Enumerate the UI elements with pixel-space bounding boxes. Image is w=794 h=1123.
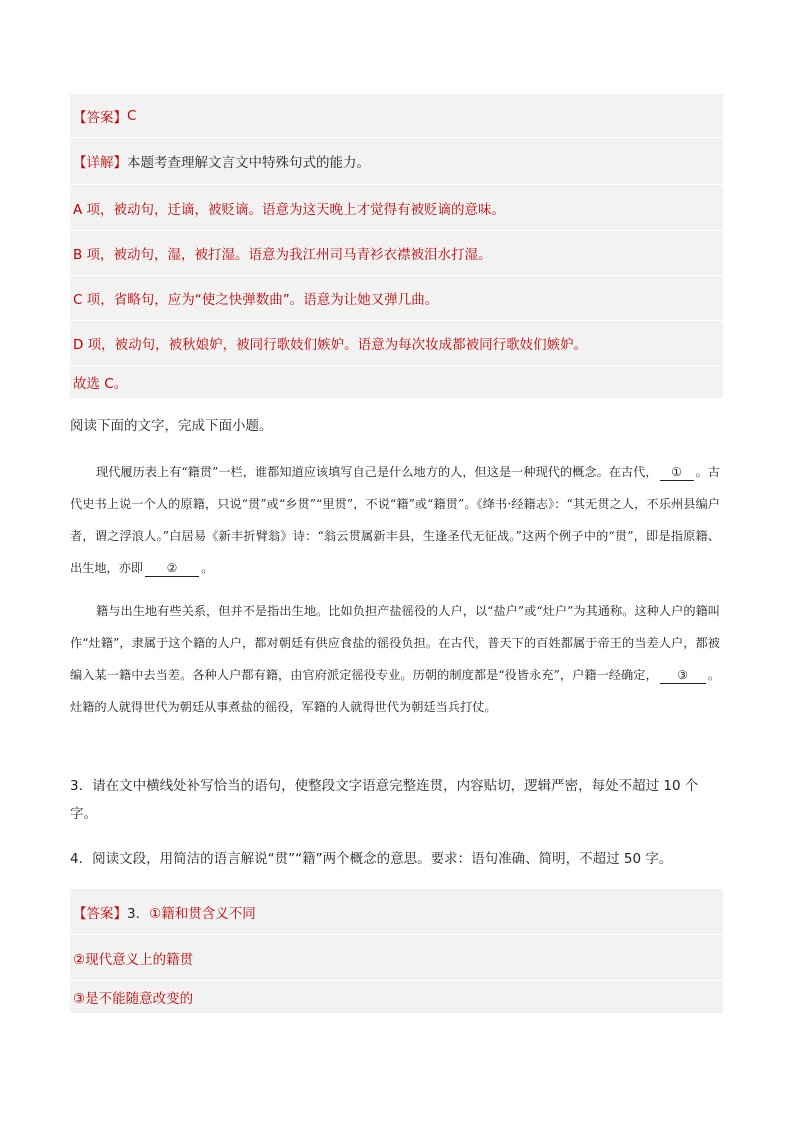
option-c-row: [70, 276, 723, 320]
question-4: 4．阅读文段，用简洁的语言解说“贯”“籍”两个概念的意思。要求：语句准确、简明，不超过 50 字。: [70, 851, 673, 867]
option-b-text: B 项，被动句，湿，被打湿。语意为我江州司马青衫衣襟被泪水打湿。: [73, 247, 492, 263]
instruction: 阅读下面的文字，完成下面小题。: [70, 418, 273, 434]
answer-2-row-1: [70, 889, 723, 934]
blank-3: ③: [660, 667, 706, 684]
detail-tag: 【详解】: [73, 155, 127, 171]
answer-2-item-3: ③是不能随意改变的: [73, 991, 194, 1007]
answer-value: C: [127, 107, 137, 124]
blank-1: ①: [660, 464, 694, 481]
answer-2-qnum: 3．: [127, 905, 150, 922]
passage-p1-c: 。: [201, 561, 214, 575]
passage-paragraph-1: [70, 456, 720, 584]
option-a-text: A 项，被动句，迁谪，被贬谪。语意为这天晚上才觉得有被贬谪的意味。: [73, 201, 506, 218]
option-c-text: C 项，省略句，应为“使之快弹数曲”。语意为让她又弹几曲。: [73, 292, 439, 308]
option-a-row: [70, 185, 723, 230]
question-3: 3．请在文中横线处补写恰当的语句，使整段文字语意完整连贯，内容贴切，逻辑严密，每处不超过 10 个字。: [70, 778, 699, 822]
detail-text: 本题考查理解文言文中特殊句式的能力。: [127, 155, 370, 171]
answer-2-row-2: [70, 935, 723, 980]
detail-row: [70, 138, 723, 184]
answer-row: [70, 94, 723, 137]
answer-tag: 【答案】: [73, 109, 127, 126]
answer-2-tag: 【答案】: [73, 905, 127, 922]
conclusion-row: [70, 366, 723, 398]
option-d-row: [70, 321, 723, 365]
answer-2-row-3: [70, 981, 723, 1013]
option-d-text: D 项，被动句，被秋娘妒，被同行歌妓们嫉妒。语意为每次妆成都被同行歌妓们嫉妒。: [73, 337, 588, 353]
passage-p1-b: 。古代史书上说一个人的原籍，只说“贯”或“乡贯”“里贯”，不说“籍”或“籍贯”。《绛书·经籍志》：“其无贯之人，不乐州县编户者，谓之浮浪人。”白居易《新丰折臂翁》诗：“翁云贯属新丰县，生逢圣代无征战。”这两个例子中的“贯”，即是指原籍、出生地，亦即: [70, 465, 720, 575]
conclusion-text: 故选 C。: [73, 376, 128, 392]
answer-2-item-2: ②现代意义上的籍贯: [73, 951, 194, 968]
passage-paragraph-2: [70, 595, 720, 723]
passage-p2-b: 。灶籍的人就得世代为朝廷从事煮盐的徭役，军籍的人就得世代为朝廷当兵打仗。: [70, 668, 721, 714]
blank-2: ②: [145, 560, 199, 577]
passage-p1-a: 现代履历表上有“籍贯”一栏，谁都知道应该填写自己是什么地方的人，但这是一种现代的概念。在古代，: [96, 465, 658, 479]
passage-p2-a: 籍与出生地有些关系，但并不是指出生地。比如负担产盐徭役的人户，以“盐户”或“灶户”为其通称。这种人户的籍叫作“灶籍”，隶属于这个籍的人户，都对朝廷有供应食盐的徭役负担。在古代，普天下的百姓都属于帝王的当差人户，都被编入某一籍中去当差。各种人户都有籍，由官府派定徭役专业。历朝的制度都是“役皆永充”，户籍一经确定，: [70, 604, 720, 682]
answer-2-item-1: ①籍和贯含义不同: [149, 905, 256, 922]
option-b-row: [70, 231, 723, 275]
